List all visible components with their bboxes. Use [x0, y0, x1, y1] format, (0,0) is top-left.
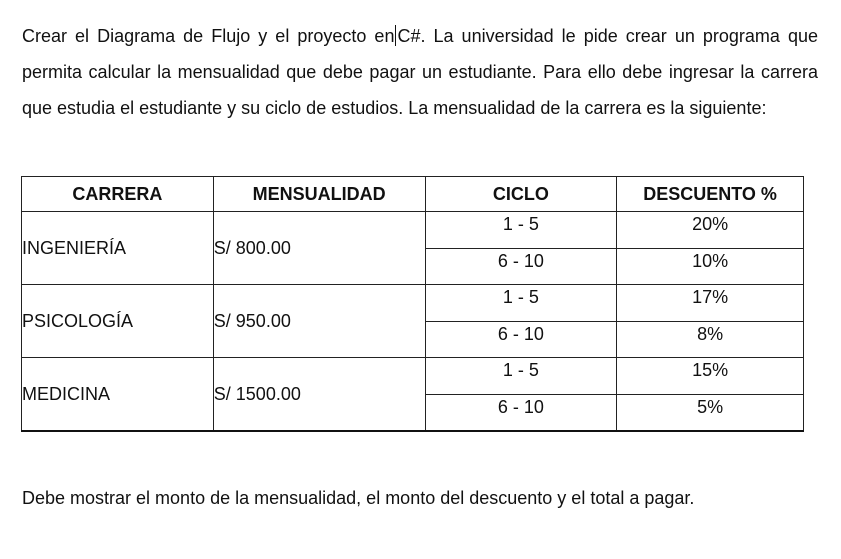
header-carrera: CARRERA	[22, 177, 214, 212]
table-header-row	[22, 177, 804, 212]
carrera-cell: MEDICINA	[22, 358, 214, 432]
descuento-cell: 15%	[617, 358, 804, 395]
descuento-cell: 8%	[617, 322, 804, 358]
tuition-table	[21, 176, 804, 432]
header-ciclo: CICLO	[425, 177, 617, 212]
ciclo-cell: 1 - 5	[425, 212, 617, 249]
table-row	[22, 358, 804, 395]
descuento-cell: 5%	[617, 395, 804, 432]
mensualidad-cell: S/ 1500.00	[213, 358, 425, 432]
mensualidad-cell: S/ 950.00	[213, 285, 425, 358]
header-mensualidad: MENSUALIDAD	[213, 177, 425, 212]
ciclo-cell: 6 - 10	[425, 322, 617, 358]
mensualidad-cell: S/ 800.00	[213, 212, 425, 285]
carrera-cell: INGENIERÍA	[22, 212, 214, 285]
descuento-cell: 20%	[617, 212, 804, 249]
ciclo-cell: 1 - 5	[425, 285, 617, 322]
descuento-cell: 10%	[617, 249, 804, 285]
table-row	[22, 285, 804, 322]
table-row	[22, 212, 804, 249]
descuento-cell: 17%	[617, 285, 804, 322]
intro-paragraph	[22, 18, 818, 126]
ciclo-cell: 6 - 10	[425, 249, 617, 285]
ciclo-cell: 1 - 5	[425, 358, 617, 395]
intro-text-end: C#. La universidad le pide crear un programa que permita calcular la mensualidad que debe pagar un estudiante. Para ello debe ingresar la carrera que estudia el estudiante y su ciclo de estudios. La mensualidad de la carrera es la siguiente:	[22, 26, 818, 118]
ciclo-cell: 6 - 10	[425, 395, 617, 432]
footer-instruction: Debe mostrar el monto de la mensualidad, el monto del descuento y el total a pagar.	[22, 488, 695, 508]
carrera-cell: PSICOLOGÍA	[22, 285, 214, 358]
intro-text-start: Crear el Diagrama de Flujo y el proyecto en	[22, 26, 395, 46]
header-descuento: DESCUENTO %	[617, 177, 804, 212]
